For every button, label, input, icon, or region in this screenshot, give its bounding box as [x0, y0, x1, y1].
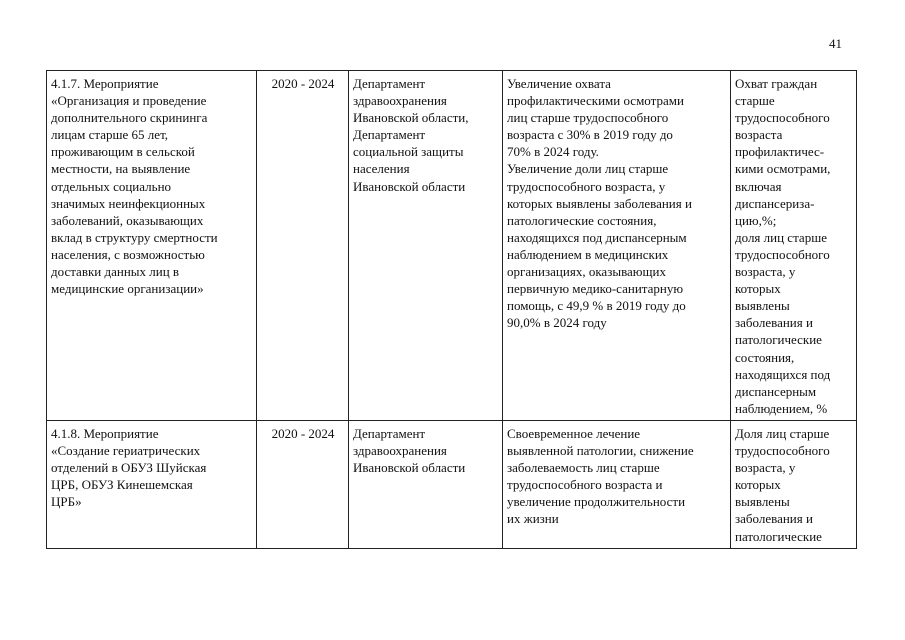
executor-cell: Департамент здравоохранения Ивановской области, Департамент социальной защиты населения Ивановской области — [349, 71, 503, 421]
period-cell: 2020 - 2024 — [257, 71, 349, 421]
result-cell: Увеличение охвата профилактическими осмотрами лиц старше трудоспособного возраста с 30% в 2019 году до 70% в 2024 году. Увеличение доли лиц старше трудоспособного возраста, у которых выявлены заболевания и патологические состояния, находящихся под диспансерным наблюдением в медицинских организациях, оказывающих первичную медико-санитарную помощь, с 49,9 % в 2019 году до 90,0% в 2024 году — [503, 71, 731, 421]
page-number: 41 — [829, 36, 842, 51]
table-row — [47, 421, 857, 549]
period-cell: 2020 - 2024 — [257, 421, 349, 549]
table-row — [47, 71, 857, 421]
measure-cell: 4.1.7. Мероприятие «Организация и проведение дополнительного скрининга лицам старше 65 лет, проживающим в сельской местности, на выявление отдельных социально значимых неинфекционных заболеваний, оказывающих вклад в структуру смертности населения, с возможностью доставки данных лиц в медицинские организации» — [47, 71, 257, 421]
indicator-cell: Доля лиц старше трудоспособного возраста, у которых выявлены заболевания и патологические — [731, 421, 857, 549]
measure-cell: 4.1.8. Мероприятие «Создание гериатрических отделений в ОБУЗ Шуйская ЦРБ, ОБУЗ Кинешемская ЦРБ» — [47, 421, 257, 549]
indicator-cell: Охват граждан старше трудоспособного возраста профилактичес- кими осмотрами, включая диспансериза- цию,%; доля лиц старше трудоспособного возраста, у которых выявлены заболевания и патологические состояния, находящихся под диспансерным наблюдением, % — [731, 71, 857, 421]
executor-cell: Департамент здравоохранения Ивановской области — [349, 421, 503, 549]
result-cell: Своевременное лечение выявленной патологии, снижение заболеваемость лиц старше трудоспособного возраста и увеличение продолжительности их жизни — [503, 421, 731, 549]
measures-table — [46, 70, 857, 549]
